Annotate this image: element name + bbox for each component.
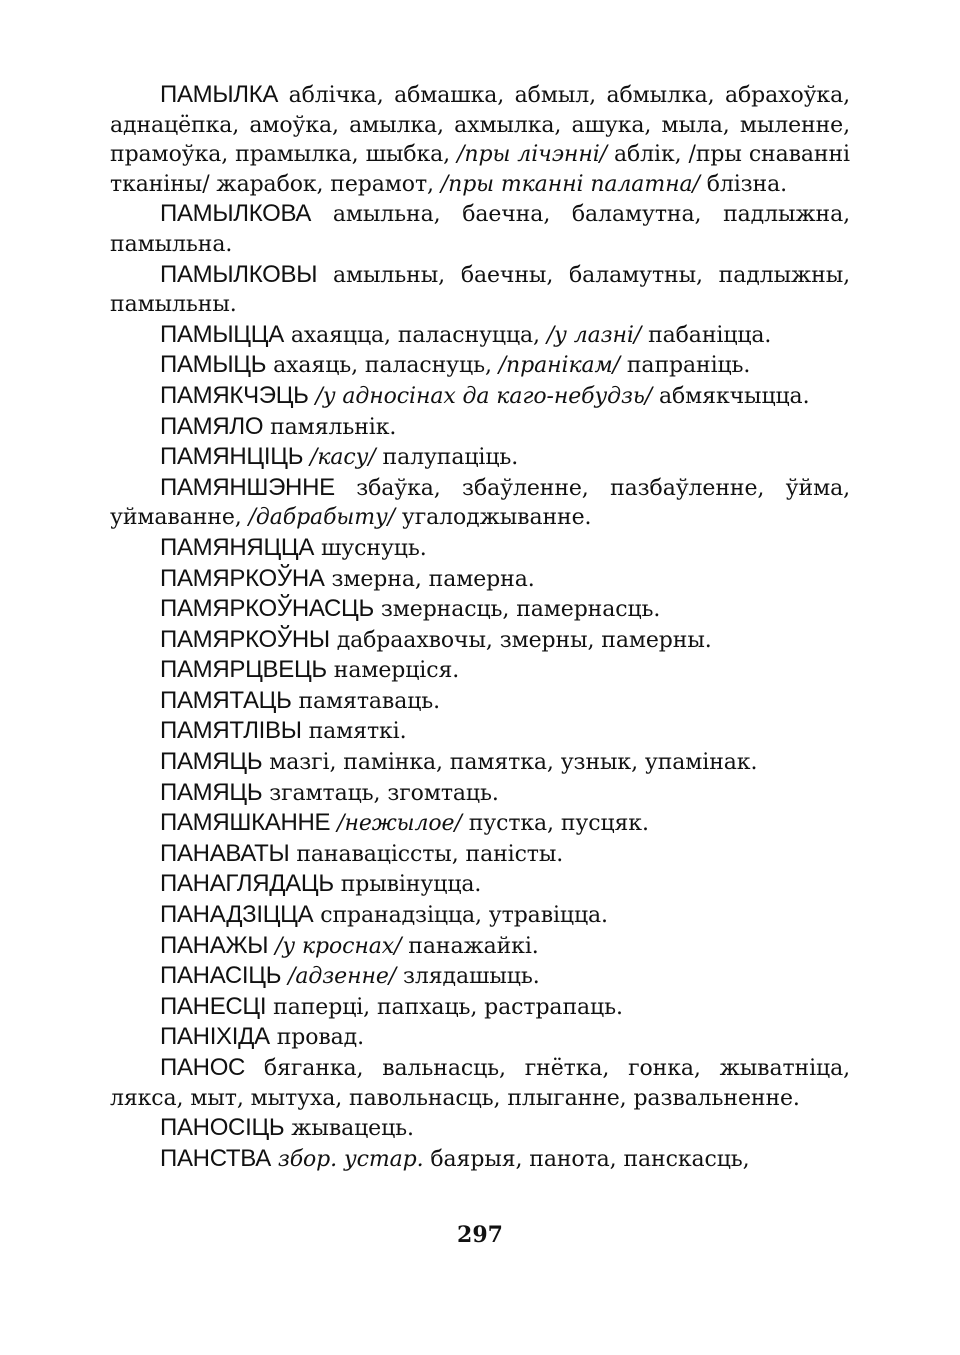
dictionary-entry (110, 992, 850, 1023)
dictionary-entry (110, 260, 850, 320)
entry-note: збор. устар. (277, 1146, 424, 1172)
entry-synonyms: бяганка, вальнасць, гнётка, гонка, жыватніца, лякса, мыт, мытуха, павольнасць, плыганне, развальненне. (110, 1056, 850, 1111)
dictionary-entry (110, 655, 850, 686)
entry-headword: ПАНАЖЫ (160, 931, 269, 959)
entry-headword: ПАМЯНШЭННЕ (160, 473, 335, 501)
entry-synonyms: жарабок, перамот, (209, 171, 441, 197)
dictionary-entry (110, 564, 850, 595)
entry-synonyms: прывінуцца. (333, 872, 482, 898)
dictionary-entry (110, 747, 850, 778)
dictionary-entry (110, 199, 850, 259)
dictionary-entry (110, 473, 850, 533)
entry-synonyms: мазгі, памінка, памятка, узнык, упамінак. (262, 750, 758, 776)
entry-note: /адзенне/ (288, 964, 397, 990)
entry-synonyms (303, 445, 310, 470)
entry-synonyms: амыльна, баечна, баламутна, падлыжна, памыльна. (110, 202, 850, 257)
entry-note: /пры тканні палатна/ (440, 171, 700, 197)
dictionary-entry (110, 869, 850, 900)
entry-headword: ПАНАГЛЯДАЦЬ (160, 870, 334, 898)
dictionary-entry (110, 80, 850, 199)
entry-synonyms: паперці, папхаць, растрапаць. (266, 994, 623, 1020)
entry-headword: ПАМЯКЧЭЦЬ (160, 381, 309, 409)
entry-headword: ПАМЫЛКА (160, 81, 279, 108)
dictionary-entry (110, 412, 850, 443)
entry-synonyms: пабаніцца. (641, 322, 772, 348)
dictionary-entry (110, 533, 850, 564)
dictionary-entry (110, 808, 850, 839)
entry-note: /дабрабыту/ (248, 505, 395, 531)
dictionary-entry (110, 900, 850, 931)
entry-synonyms: угалоджыванне. (394, 505, 592, 531)
dictionary-entry (110, 961, 850, 992)
entry-synonyms: згамтаць, згомтаць. (262, 780, 499, 806)
entry-note: /нежылое/ (337, 811, 462, 837)
entry-synonyms: жывацець. (284, 1116, 414, 1142)
entry-synonyms: памятаваць. (291, 688, 441, 714)
dictionary-entry (110, 1022, 850, 1053)
entry-note: /у лазні/ (546, 322, 642, 348)
entry-synonyms: аблік, (606, 142, 689, 168)
entry-synonyms: збаўка, збаўленне, пазбаўленне, ўйма, уймаванне, (110, 475, 850, 531)
entry-synonyms: ахаяць, паласнуць, (266, 353, 499, 379)
dictionary-entry (110, 686, 850, 717)
entry-headword: ПАНЕСЦІ (160, 992, 267, 1020)
dictionary-entry (110, 839, 850, 870)
entry-note: /пры лічэнні/ (457, 142, 607, 168)
entry-headword: ПАМЫЛКОВЫ (160, 260, 318, 288)
dictionary-entry (110, 442, 850, 473)
entry-headword: ПАМЫЛКОВА (160, 200, 312, 228)
dictionary-entry (110, 350, 850, 381)
entry-headword: ПАМЯРЦВЕЦЬ (160, 656, 327, 684)
entry-headword: ПАНАСІЦЬ (160, 962, 282, 990)
entry-synonyms: панаваціссты, паністы. (289, 841, 564, 867)
dictionary-entry (110, 594, 850, 625)
entry-note: /касу/ (310, 445, 376, 471)
dictionary-entry (110, 1053, 850, 1113)
entry-headword: ПАНСТВА (160, 1144, 271, 1172)
entry-synonyms: ахаяцца, паласнуцца, (283, 322, 547, 348)
entry-note: /у кроснах/ (275, 933, 402, 959)
entry-headword: ПАМЯЦЬ (160, 778, 263, 806)
entry-headword: ПАМЯЛО (160, 412, 264, 440)
entry-synonyms: панажайкі. (401, 933, 539, 959)
dictionary-entry (110, 625, 850, 656)
entry-synonyms: абмякчыцца. (652, 383, 810, 409)
entry-synonyms: злядашыць. (396, 964, 540, 990)
page-number: 297 (457, 1222, 503, 1248)
entry-synonyms: дабраахвочы, змерны, памерны. (329, 627, 712, 653)
entry-headword: ПАМЯТАЦЬ (160, 686, 292, 714)
entry-synonyms: амыльны, баечны, баламутны, падлыжны, памыльны. (110, 262, 850, 318)
entry-synonyms: памяткі. (301, 719, 407, 745)
entry-headword: ПАНІХІДА (160, 1023, 270, 1051)
entry-synonyms: змернасць, памернасць. (373, 597, 661, 623)
entry-synonyms: блізна. (699, 171, 788, 197)
entry-headword: ПАНАДЗІЦЦА (160, 901, 314, 929)
entry-note: /у адносінах да каго-небудзь/ (315, 383, 653, 409)
entry-note: /пранікам/ (498, 353, 620, 379)
entry-headword: ПАМЯЦЬ (160, 748, 263, 776)
entry-synonyms: пустка, пусцяк. (461, 811, 649, 837)
entry-synonyms (271, 1147, 278, 1172)
entry-headword: ПАНАВАТЫ (160, 839, 290, 867)
entry-synonyms: намерціся. (326, 658, 460, 684)
entry-list (110, 80, 850, 1174)
entry-synonyms: памяльнік. (263, 414, 397, 440)
entry-synonyms: баярыя, панота, панскасць, (423, 1146, 750, 1172)
entry-synonyms (309, 384, 316, 409)
entry-headword: ПАМЯШКАННЕ (160, 809, 331, 837)
entry-synonyms: /пры снаванні тканіны/ (110, 142, 850, 197)
dictionary-entry (110, 1144, 850, 1175)
entry-synonyms: палупаціць. (375, 445, 519, 471)
entry-synonyms: шуснуць. (314, 535, 427, 561)
entry-headword: ПАМЯНЯЦЦА (160, 533, 315, 561)
entry-headword: ПАМЯНЦІЦЬ (160, 443, 304, 471)
entry-synonyms: змерна, памерна. (324, 566, 535, 592)
entry-headword: ПАМЫЦЦА (160, 320, 284, 348)
dictionary-entry (110, 716, 850, 747)
entry-headword: ПАНОСІЦЬ (160, 1114, 285, 1142)
entry-headword: ПАМЫЦЬ (160, 351, 267, 379)
entry-headword: ПАМЯРКОЎНАСЦЬ (160, 595, 374, 623)
entry-synonyms: спранадзіцца, утравіцца. (313, 903, 608, 929)
dictionary-entry (110, 931, 850, 962)
entry-headword: ПАМЯРКОЎНА (160, 564, 325, 592)
dictionary-entry (110, 320, 850, 351)
entry-headword: ПАМЯТЛІВЫ (160, 717, 302, 745)
dictionary-entry (110, 778, 850, 809)
dictionary-entry (110, 381, 850, 412)
entry-headword: ПАНОС (160, 1054, 246, 1081)
dictionary-entry (110, 1113, 850, 1144)
entry-synonyms: провад. (269, 1025, 365, 1051)
entry-headword: ПАМЯРКОЎНЫ (160, 625, 330, 653)
entry-synonyms: папраніць. (619, 353, 751, 379)
entry-synonyms: аблічка, абмашка, абмыл, абмылка, абрахоўка, аднацёпка, амоўка, амылка, ахмылка, ашука, мыла, мыленне, прамоўка, прамылка, шыбка, (110, 83, 850, 168)
